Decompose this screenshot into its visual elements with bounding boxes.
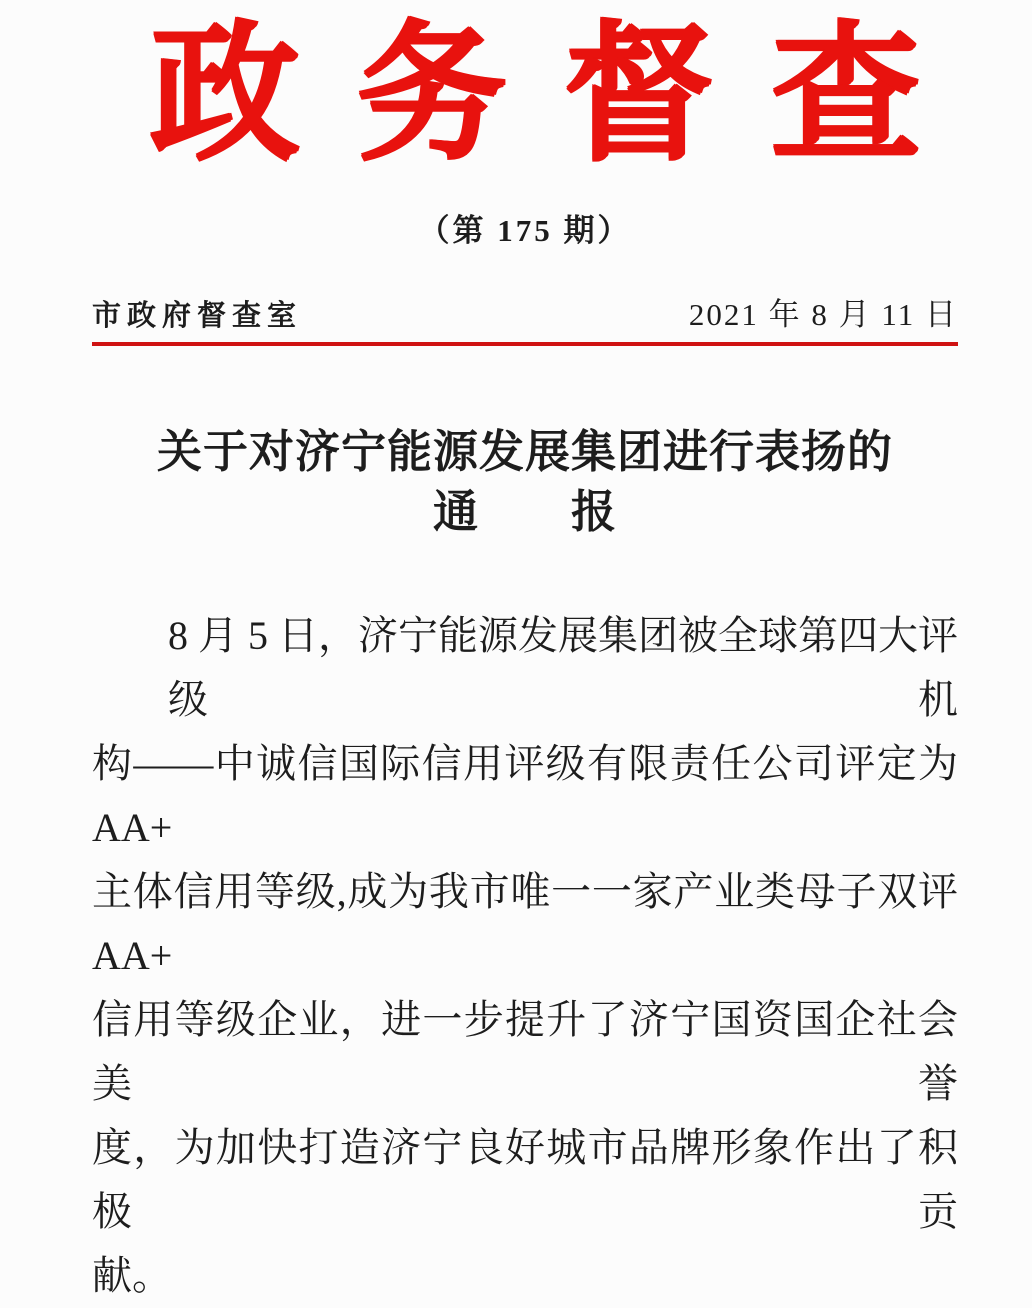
document-page [0,6,1032,1298]
body-line: 度，为加快打造济宁良好城市品牌形象作出了积极贡 [92,1125,958,1234]
body-line: 信用等级企业，进一步提升了济宁国资国企社会美誉 [92,997,958,1106]
body-line: 主体信用等级,成为我市唯一一家产业类母子双评 AA+ [92,869,958,978]
issuing-office: 市政府督查室 [92,300,303,332]
body-line: 构——中诚信国际信用评级有限责任公司评定为 AA+ [92,741,958,850]
masthead-title: 政务督查 [149,12,978,178]
red-divider-rule [92,342,958,346]
document-title-line2: 通 报 [432,487,617,537]
info-bar [92,296,958,334]
body-line: 献。 [92,1253,172,1298]
issue-number: （第 175 期） [418,213,632,248]
document-title [92,422,958,542]
body-paragraph [92,604,958,1308]
issue-date: 2021 年 8 月 11 日 [688,297,958,332]
body-line: 8 月 5 日，济宁能源发展集团被全球第四大评级机 [168,613,958,722]
document-title-line1: 关于对济宁能源发展集团进行表扬的 [156,427,893,477]
